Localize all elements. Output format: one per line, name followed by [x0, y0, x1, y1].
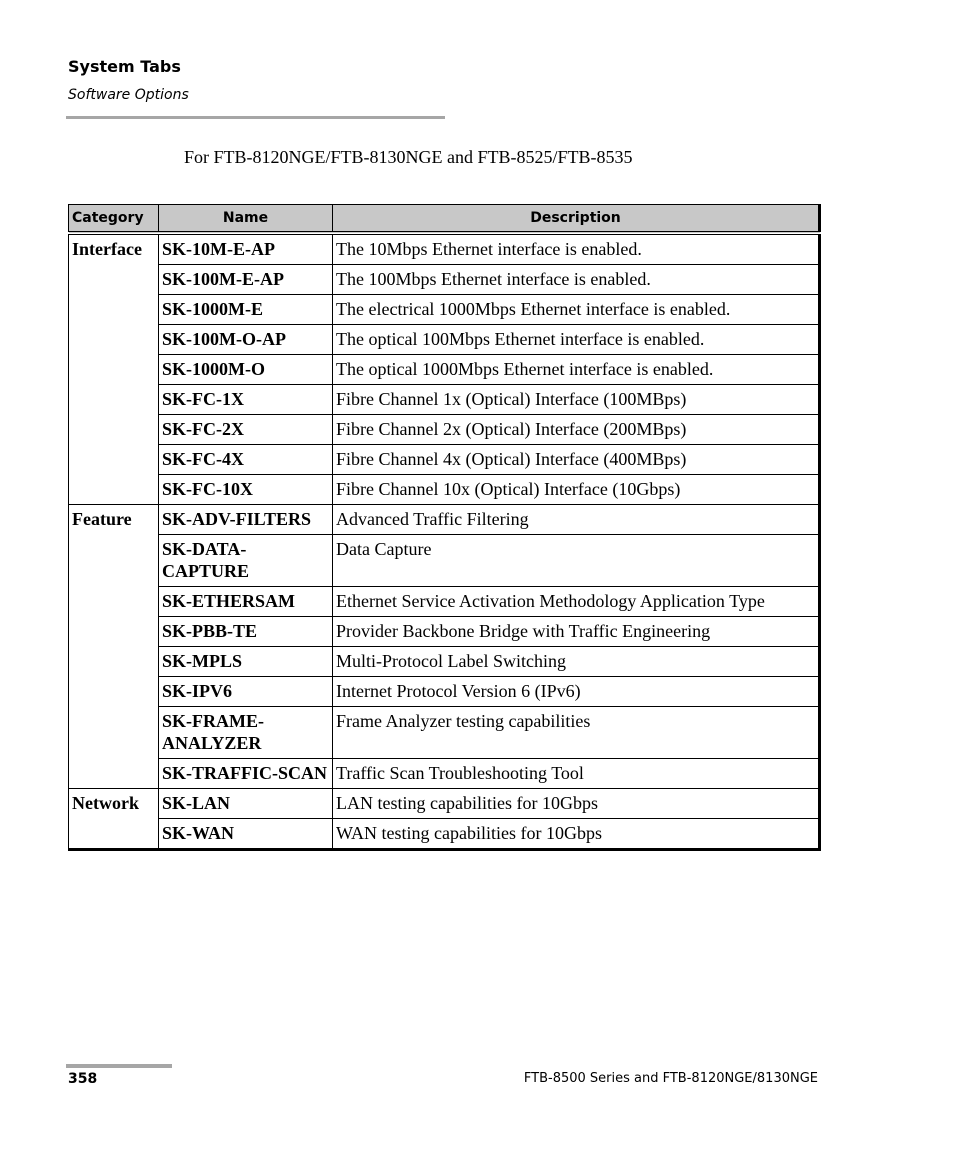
- column-header-description: Description: [333, 205, 820, 234]
- option-name: SK-LAN: [159, 789, 333, 819]
- option-name: SK-100M-O-AP: [159, 325, 333, 355]
- option-description: The electrical 1000Mbps Ethernet interface is enabled.: [333, 295, 820, 325]
- option-description: Traffic Scan Troubleshooting Tool: [333, 759, 820, 789]
- software-options-table: [68, 204, 821, 851]
- section-title: System Tabs: [68, 57, 181, 76]
- page-number: 358: [68, 1071, 98, 1087]
- option-name: SK-FC-2X: [159, 415, 333, 445]
- option-name: SK-FC-10X: [159, 475, 333, 505]
- option-name: SK-1000M-E: [159, 295, 333, 325]
- option-description: Ethernet Service Activation Methodology Application Type: [333, 587, 820, 617]
- table-row: [69, 759, 820, 789]
- option-name: SK-FC-4X: [159, 445, 333, 475]
- option-description: Fibre Channel 10x (Optical) Interface (10Gbps): [333, 475, 820, 505]
- table-row: [69, 265, 820, 295]
- option-description: Advanced Traffic Filtering: [333, 505, 820, 535]
- option-name: SK-FRAME-ANALYZER: [159, 707, 333, 759]
- category-cell: Interface: [69, 233, 159, 505]
- option-description: The optical 1000Mbps Ethernet interface is enabled.: [333, 355, 820, 385]
- table-row: [69, 415, 820, 445]
- option-description: Fibre Channel 2x (Optical) Interface (200MBps): [333, 415, 820, 445]
- option-name: SK-DATA-CAPTURE: [159, 535, 333, 587]
- option-description: Data Capture: [333, 535, 820, 587]
- table-row: [69, 535, 820, 587]
- header-divider: [66, 116, 445, 119]
- table-row: [69, 355, 820, 385]
- option-name: SK-100M-E-AP: [159, 265, 333, 295]
- option-name: SK-FC-1X: [159, 385, 333, 415]
- table-row: [69, 707, 820, 759]
- option-description: The 10Mbps Ethernet interface is enabled.: [333, 233, 820, 265]
- table-row: [69, 617, 820, 647]
- table-row: [69, 325, 820, 355]
- category-cell: Feature: [69, 505, 159, 789]
- table-row: [69, 647, 820, 677]
- table-row: [69, 505, 820, 535]
- option-name: SK-ADV-FILTERS: [159, 505, 333, 535]
- table-row: [69, 233, 820, 265]
- option-name: SK-PBB-TE: [159, 617, 333, 647]
- table-row: [69, 295, 820, 325]
- option-description: The 100Mbps Ethernet interface is enabled.: [333, 265, 820, 295]
- table-row: [69, 587, 820, 617]
- table-row: [69, 789, 820, 819]
- column-header-name: Name: [159, 205, 333, 234]
- table-header-row: [69, 205, 820, 234]
- option-description: LAN testing capabilities for 10Gbps: [333, 789, 820, 819]
- option-description: Frame Analyzer testing capabilities: [333, 707, 820, 759]
- footer-divider: [66, 1064, 172, 1068]
- option-description: Internet Protocol Version 6 (IPv6): [333, 677, 820, 707]
- option-name: SK-WAN: [159, 819, 333, 850]
- table-intro: For FTB-8120NGE/FTB-8130NGE and FTB-8525/FTB-8535: [184, 147, 633, 167]
- option-name: SK-TRAFFIC-SCAN: [159, 759, 333, 789]
- table-row: [69, 445, 820, 475]
- table-row: [69, 819, 820, 850]
- option-name: SK-IPV6: [159, 677, 333, 707]
- option-name: SK-MPLS: [159, 647, 333, 677]
- option-description: Multi-Protocol Label Switching: [333, 647, 820, 677]
- option-description: Fibre Channel 4x (Optical) Interface (400MBps): [333, 445, 820, 475]
- option-name: SK-1000M-O: [159, 355, 333, 385]
- column-header-category: Category: [69, 205, 159, 234]
- option-description: WAN testing capabilities for 10Gbps: [333, 819, 820, 850]
- option-name: SK-ETHERSAM: [159, 587, 333, 617]
- table-row: [69, 677, 820, 707]
- option-description: The optical 100Mbps Ethernet interface is enabled.: [333, 325, 820, 355]
- option-name: SK-10M-E-AP: [159, 233, 333, 265]
- table-row: [69, 475, 820, 505]
- option-description: Provider Backbone Bridge with Traffic Engineering: [333, 617, 820, 647]
- option-description: Fibre Channel 1x (Optical) Interface (100MBps): [333, 385, 820, 415]
- category-cell: Network: [69, 789, 159, 850]
- section-subtitle: Software Options: [68, 87, 189, 103]
- table-row: [69, 385, 820, 415]
- document-title: FTB-8500 Series and FTB-8120NGE/8130NGE: [523, 1071, 818, 1086]
